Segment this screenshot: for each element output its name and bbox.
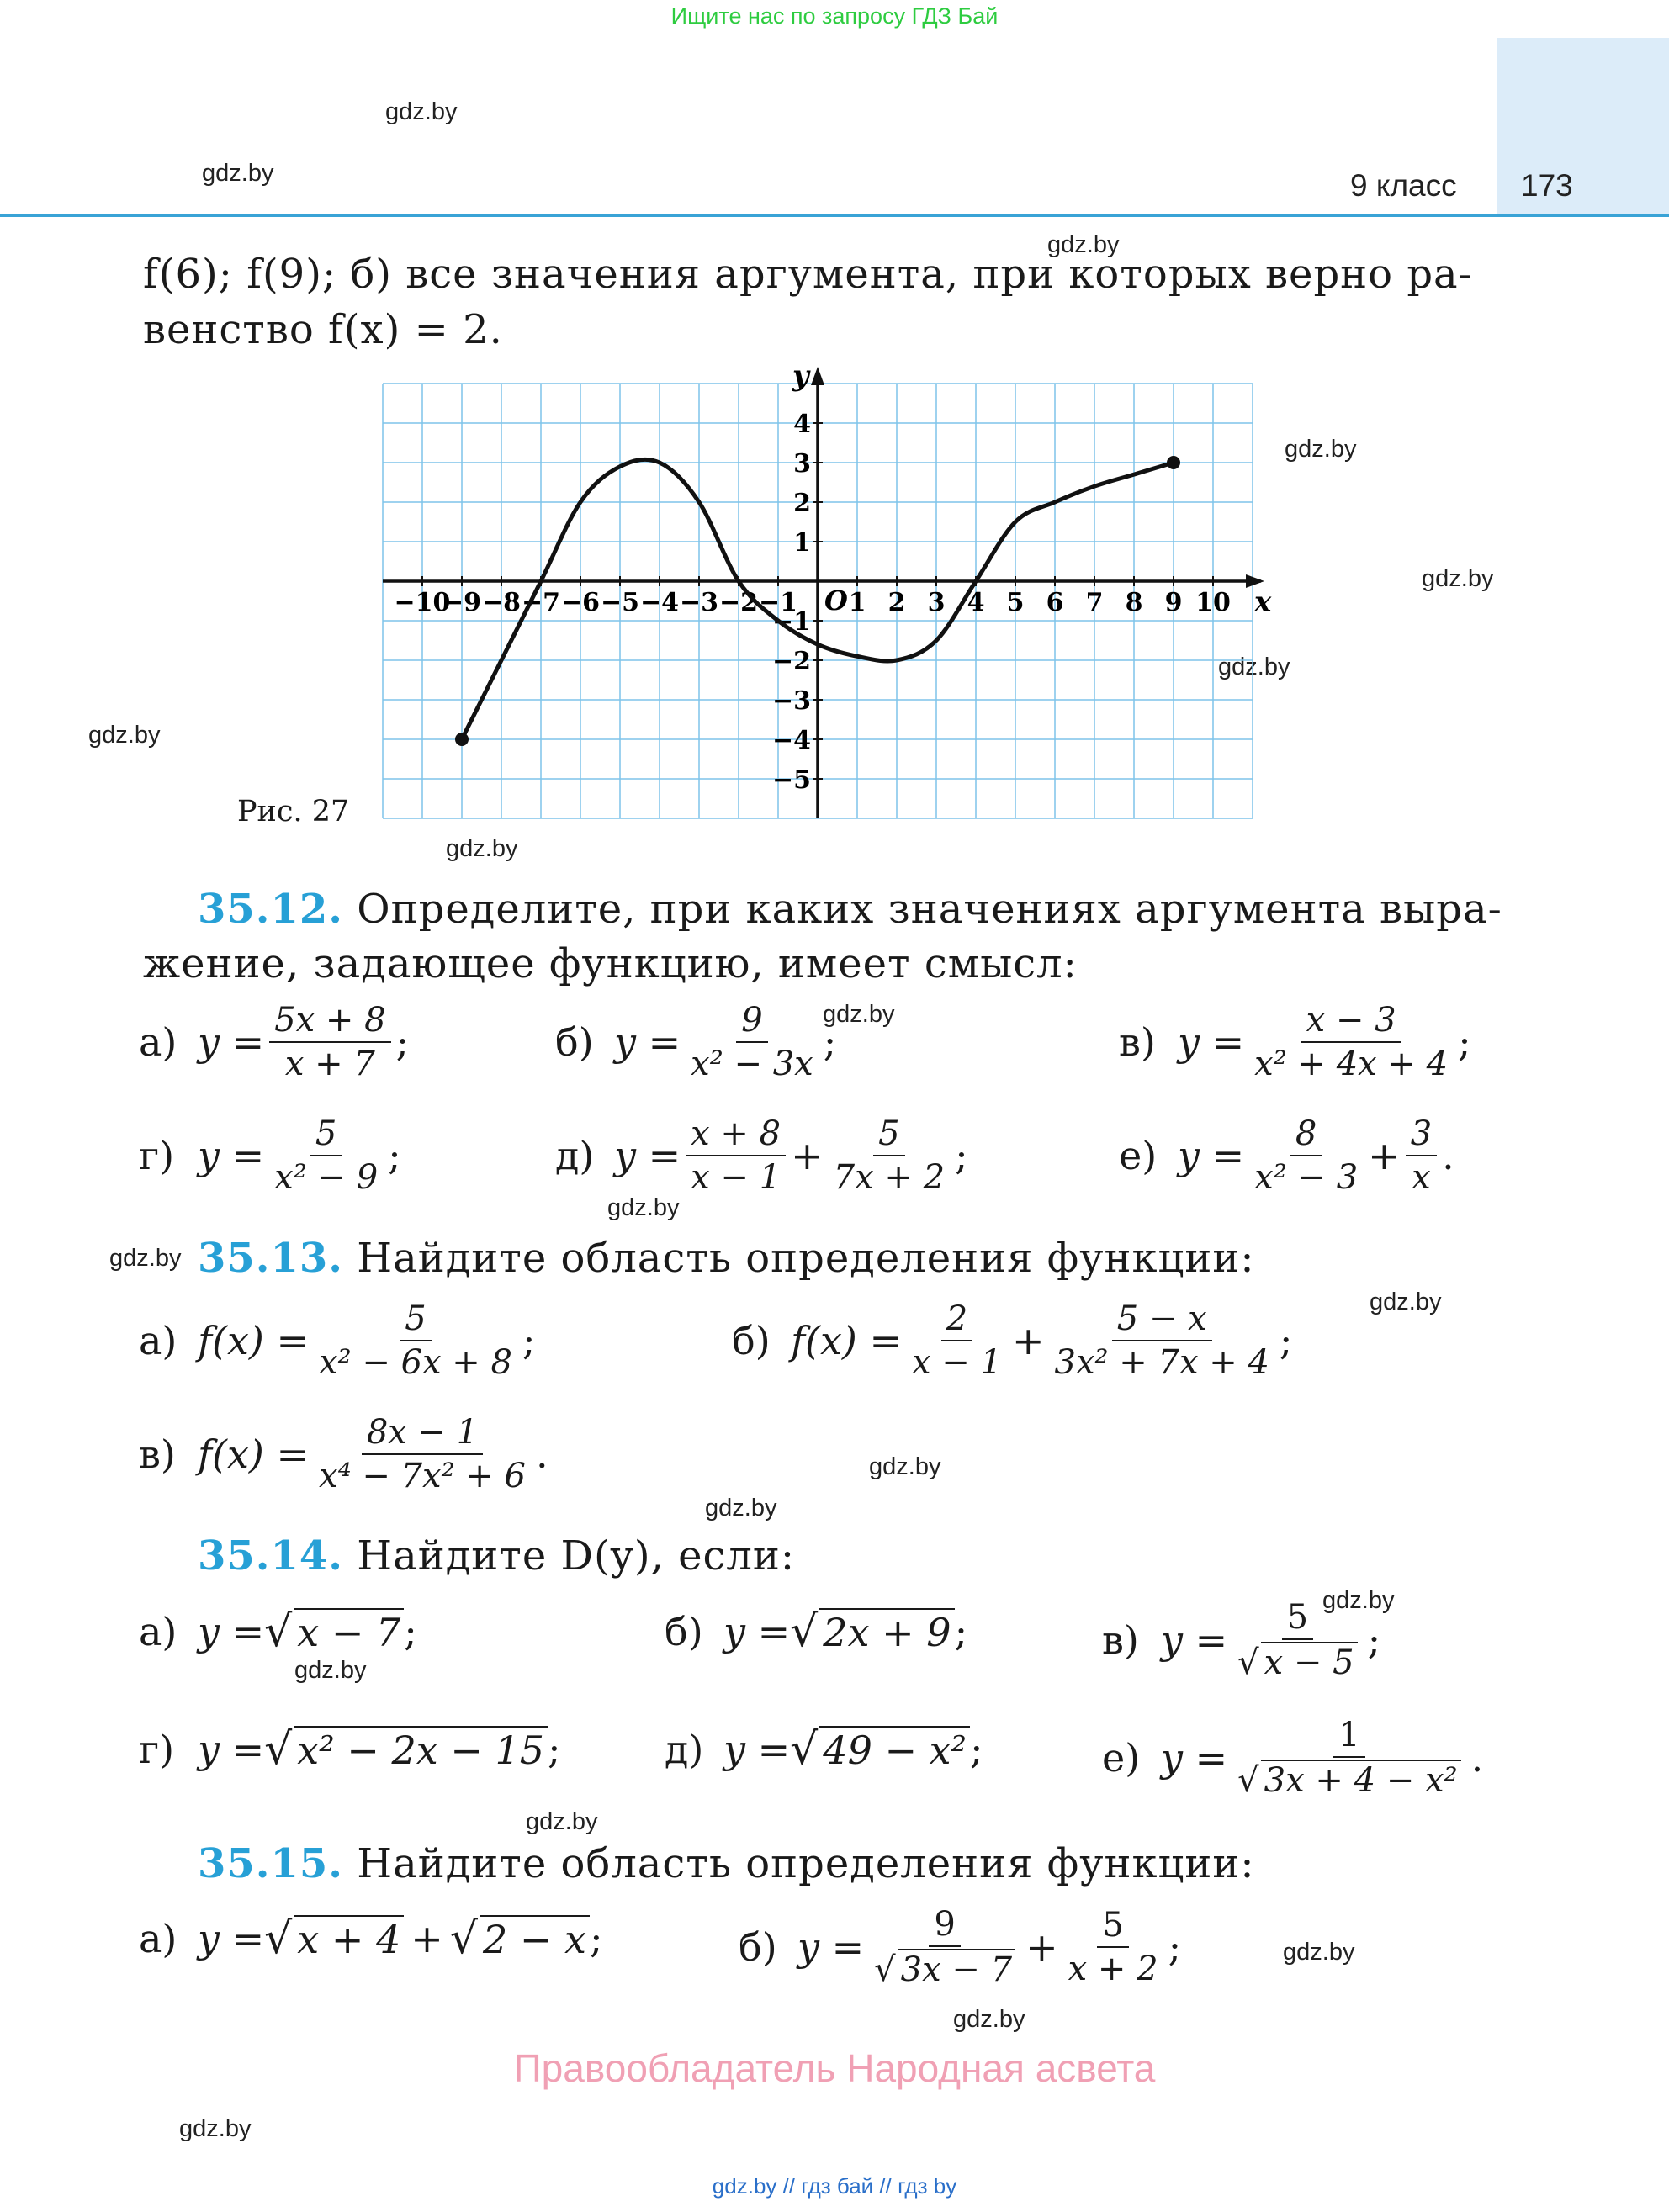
numerator: 8: [1290, 1114, 1322, 1156]
item-lhs: y =: [198, 1727, 265, 1772]
watermark: gdz.by: [446, 835, 518, 862]
origin-label: O: [824, 585, 848, 617]
watermark: gdz.by: [1283, 1939, 1355, 1966]
graph-tick-labels: [395, 410, 1231, 795]
x-tick-label: −3: [679, 588, 719, 617]
item-label: е): [1119, 1133, 1158, 1178]
ex12-item-g: [139, 1114, 401, 1197]
numerator: 9: [736, 1001, 767, 1043]
radicand: x − 7: [294, 1608, 404, 1655]
ex13-item-a: [139, 1299, 535, 1382]
ex13-item-b: [732, 1299, 1292, 1382]
denominator: x − 1: [912, 1343, 1002, 1382]
fraction: [686, 1114, 786, 1197]
fraction: [1232, 1598, 1362, 1682]
numerator: x − 3: [1301, 1001, 1401, 1043]
footer-links[interactable]: gdz.by // гдз бай // гдз by: [712, 2173, 957, 2199]
ex15-text: Найдите область определения функции:: [357, 1840, 1255, 1887]
radicand: 3x + 4 − x²: [1261, 1760, 1461, 1800]
radical-sign: √: [264, 1724, 293, 1775]
item-tail: .: [1470, 1735, 1484, 1781]
item-tail: ;: [1168, 1924, 1182, 1970]
watermark: gdz.by: [385, 98, 458, 125]
ex12-text-1: Определите, при каких значениях аргумента выра-: [357, 886, 1502, 933]
item-tail: ;: [388, 1133, 401, 1178]
y-tick-label: −1: [771, 607, 811, 637]
fraction: [829, 1114, 950, 1197]
item-label: а): [139, 1916, 177, 1961]
fraction: [1249, 1114, 1363, 1197]
curve-start-point: [455, 733, 469, 746]
denominator: x + 7: [284, 1045, 375, 1083]
item-tail: ;: [1458, 1019, 1471, 1065]
item-tail: ;: [823, 1019, 837, 1065]
x-tick-label: −5: [600, 588, 640, 617]
class-label: 9 класс: [1350, 168, 1457, 203]
operator: +: [791, 1133, 824, 1178]
radicand: 2 − x: [480, 1915, 590, 1962]
watermark: gdz.by: [202, 160, 274, 187]
copyright-owner: Правообладатель Народная асвета: [513, 2046, 1156, 2090]
y-tick-label: −2: [771, 647, 811, 676]
x-tick-label: 9: [1164, 588, 1183, 617]
item-lhs: y =: [614, 1133, 681, 1178]
ex15-heading: [198, 1840, 1254, 1887]
numerator: 5x + 8: [269, 1001, 390, 1043]
x-tick-label: −9: [442, 588, 482, 617]
ex15-number: 35.15.: [198, 1840, 344, 1887]
item-label: б): [665, 1609, 703, 1654]
item-label: г): [139, 1727, 175, 1772]
denominator: x² − 9: [274, 1158, 379, 1197]
numerator: 9: [929, 1905, 960, 1947]
watermark: gdz.by: [869, 1453, 941, 1480]
header-rule: [0, 214, 1669, 217]
watermark: gdz.by: [88, 722, 161, 749]
x-tick-label: −1: [758, 588, 798, 617]
radical-sign: √: [790, 1724, 819, 1775]
ex12-item-d: [555, 1114, 968, 1197]
watermark: gdz.by: [1370, 1289, 1442, 1315]
ex15-item-a: [139, 1913, 602, 1964]
item-label: б): [555, 1019, 594, 1065]
fraction: [1249, 1001, 1453, 1083]
denominator: x² + 4x + 4: [1254, 1045, 1449, 1083]
watermark: gdz.by: [607, 1194, 680, 1221]
ex12-item-b: [555, 1001, 836, 1083]
watermark: gdz.by: [823, 1001, 895, 1028]
y-tick-label: 4: [793, 410, 811, 439]
item-lhs: y =: [198, 1019, 265, 1065]
x-tick-label: 2: [887, 588, 906, 617]
y-tick-label: −4: [771, 726, 811, 755]
page-number: 173: [1521, 168, 1573, 203]
y-tick-label: −3: [771, 686, 811, 716]
radical-sign: √: [1237, 1643, 1259, 1682]
item-lhs: y =: [723, 1609, 791, 1654]
ex12-item-v: [1119, 1001, 1471, 1083]
watermark: gdz.by: [109, 1245, 182, 1272]
item-label: а): [139, 1609, 177, 1654]
radical-sign: √: [264, 1913, 293, 1964]
radical-sign: √: [790, 1606, 819, 1657]
x-tick-label: 5: [1006, 588, 1025, 617]
ex12-item-e: [1119, 1114, 1454, 1197]
x-tick-label: 7: [1085, 588, 1104, 617]
y-axis-arrow: [811, 367, 824, 385]
ex14-item-b: [665, 1606, 967, 1657]
denominator: x⁴ − 7x² + 6: [319, 1457, 527, 1495]
item-lhs: f(x) =: [198, 1431, 310, 1477]
ex14-item-v: [1102, 1598, 1380, 1682]
watermark: gdz.by: [705, 1495, 777, 1521]
denominator: 7x + 2: [833, 1158, 946, 1197]
watermark: gdz.by: [526, 1808, 598, 1835]
ex13-heading: [198, 1235, 1254, 1282]
watermark: gdz.by: [179, 2115, 252, 2142]
x-tick-label: −6: [560, 588, 601, 617]
watermark: gdz.by: [1422, 565, 1494, 592]
item-label: д): [665, 1727, 704, 1772]
numerator: 2: [941, 1299, 972, 1341]
item-tail: ;: [522, 1318, 536, 1363]
item-tail: ;: [970, 1727, 983, 1772]
item-label: в): [1119, 1019, 1156, 1065]
item-label: е): [1102, 1735, 1141, 1781]
ex14-item-e: [1102, 1716, 1483, 1800]
item-label: в): [139, 1431, 176, 1477]
watermark: gdz.by: [1285, 436, 1357, 463]
item-tail: .: [536, 1431, 548, 1477]
operator: +: [1368, 1133, 1401, 1178]
x-tick-label: 8: [1125, 588, 1143, 617]
item-label: б): [739, 1924, 777, 1970]
fraction: [1050, 1299, 1274, 1382]
item-tail: ;: [1279, 1318, 1293, 1363]
ex12-item-a: [139, 1001, 409, 1083]
radical-sign: √: [874, 1950, 896, 1989]
x-tick-label: 1: [848, 588, 866, 617]
radicand: 3x − 7: [898, 1949, 1015, 1989]
x-tick-label: 4: [967, 588, 985, 617]
ex12-number: 35.12.: [198, 886, 344, 933]
function-graph: [370, 359, 1272, 833]
x-tick-label: −7: [521, 588, 561, 617]
item-lhs: y =: [198, 1916, 265, 1961]
radicand: x² − 2x − 15: [294, 1726, 548, 1773]
ex12-line-2: жение, задающее функцию, имеет смысл:: [143, 940, 1078, 987]
ex14-number: 35.14.: [198, 1532, 344, 1580]
item-lhs: f(x) =: [198, 1318, 310, 1363]
denominator: 3x² + 7x + 4: [1054, 1343, 1269, 1382]
intro-line-2: венство f(x) = 2.: [143, 306, 503, 353]
item-label: г): [139, 1133, 175, 1178]
ex13-number: 35.13.: [198, 1235, 344, 1282]
denominator: x² − 3: [1254, 1158, 1359, 1197]
intro-line-1: f(6); f(9); б) все значения аргумента, при которых верно ра-: [143, 251, 1473, 298]
watermark: gdz.by: [1047, 231, 1120, 258]
item-label: в): [1102, 1617, 1139, 1663]
figure-caption: Рис. 27: [237, 795, 350, 828]
watermark: gdz.by: [1218, 654, 1290, 680]
operator: +: [411, 1916, 443, 1961]
item-tail: ;: [395, 1019, 410, 1065]
fraction: [269, 1001, 390, 1083]
radicand: 2x + 9: [819, 1608, 954, 1655]
x-tick-label: −2: [718, 588, 759, 617]
x-tick-label: 3: [927, 588, 946, 617]
radicand: x − 5: [1261, 1642, 1358, 1682]
item-lhs: y =: [1161, 1617, 1228, 1663]
item-lhs: y =: [614, 1019, 681, 1065]
numerator: 8x − 1: [362, 1413, 483, 1455]
item-label: д): [555, 1133, 595, 1178]
x-tick-label: −10: [394, 588, 451, 617]
item-lhs: y =: [723, 1727, 791, 1772]
numerator: x + 8: [686, 1114, 786, 1156]
numerator: 5 − x: [1112, 1299, 1212, 1341]
x-tick-label: −8: [481, 588, 522, 617]
fraction: [269, 1114, 383, 1197]
x-tick-label: 6: [1046, 588, 1064, 617]
y-axis-label: y: [792, 359, 809, 393]
watermark: gdz.by: [294, 1657, 367, 1684]
ex12-line-1: [198, 886, 1502, 933]
item-tail: .: [1442, 1133, 1454, 1178]
y-tick-label: −5: [771, 765, 811, 795]
item-lhs: y =: [797, 1924, 865, 1970]
watermark: gdz.by: [1322, 1587, 1395, 1614]
item-tail: ;: [954, 1609, 968, 1654]
watermark: gdz.by: [953, 2006, 1025, 2033]
radical-sign: √: [264, 1606, 293, 1657]
item-tail: ;: [955, 1133, 968, 1178]
item-lhs: f(x) =: [791, 1318, 903, 1363]
radicand: 49 − x²: [819, 1726, 970, 1773]
fraction: [314, 1299, 517, 1382]
radical-sign: √: [449, 1913, 478, 1964]
item-lhs: y =: [198, 1609, 265, 1654]
numerator: 1: [1333, 1716, 1364, 1758]
numerator: 5: [400, 1299, 431, 1341]
item-label: а): [139, 1019, 177, 1065]
radicand: x + 4: [294, 1915, 404, 1962]
item-tail: ;: [548, 1727, 561, 1772]
radical-sign: √: [1237, 1761, 1259, 1800]
denominator: x: [1412, 1158, 1431, 1197]
y-tick-label: 3: [793, 449, 811, 479]
ex14-item-a: [139, 1606, 417, 1657]
ex15-item-b: [739, 1905, 1181, 1989]
x-tick-label: −4: [639, 588, 680, 617]
curve-end-point: [1167, 456, 1180, 469]
numerator: 5: [1097, 1906, 1128, 1948]
operator: +: [1025, 1924, 1058, 1970]
fraction: [1232, 1716, 1465, 1800]
item-tail: ;: [404, 1609, 417, 1654]
fraction: [1406, 1114, 1437, 1197]
ex13-text: Найдите область определения функции:: [357, 1235, 1255, 1282]
ex14-text: Найдите D(y), если:: [357, 1532, 796, 1580]
item-label: а): [139, 1318, 177, 1363]
item-lhs: y =: [198, 1133, 265, 1178]
numerator: 3: [1406, 1114, 1437, 1156]
denominator: x² − 3x: [691, 1045, 813, 1083]
x-tick-label: 10: [1195, 588, 1231, 617]
fraction: [907, 1299, 1007, 1382]
y-tick-label: 1: [793, 528, 811, 558]
y-tick-label: 2: [793, 489, 811, 518]
x-axis-label: x: [1254, 585, 1272, 619]
item-tail: ;: [589, 1916, 603, 1961]
numerator: 5: [873, 1114, 904, 1156]
fraction: [686, 1001, 819, 1083]
item-lhs: y =: [1178, 1133, 1245, 1178]
denominator: x − 1: [691, 1158, 782, 1197]
fraction: [314, 1413, 531, 1495]
operator: +: [1011, 1318, 1045, 1363]
denominator: x² − 6x + 8: [319, 1343, 512, 1382]
numerator: 5: [310, 1114, 342, 1156]
ex14-item-d: [665, 1724, 983, 1775]
ex14-item-g: [139, 1724, 561, 1775]
fraction: [869, 1905, 1020, 1989]
item-lhs: y =: [1161, 1735, 1228, 1781]
numerator: 5: [1282, 1598, 1313, 1640]
item-tail: ;: [1367, 1617, 1381, 1663]
denominator: x + 2: [1068, 1950, 1158, 1988]
top-note: Ищите нас по запросу ГДЗ Бай: [670, 3, 999, 29]
item-lhs: y =: [1178, 1019, 1245, 1065]
ex13-item-v: [139, 1413, 548, 1495]
fraction: [1063, 1906, 1163, 1988]
ex14-heading: [198, 1532, 795, 1580]
item-label: б): [732, 1318, 771, 1363]
